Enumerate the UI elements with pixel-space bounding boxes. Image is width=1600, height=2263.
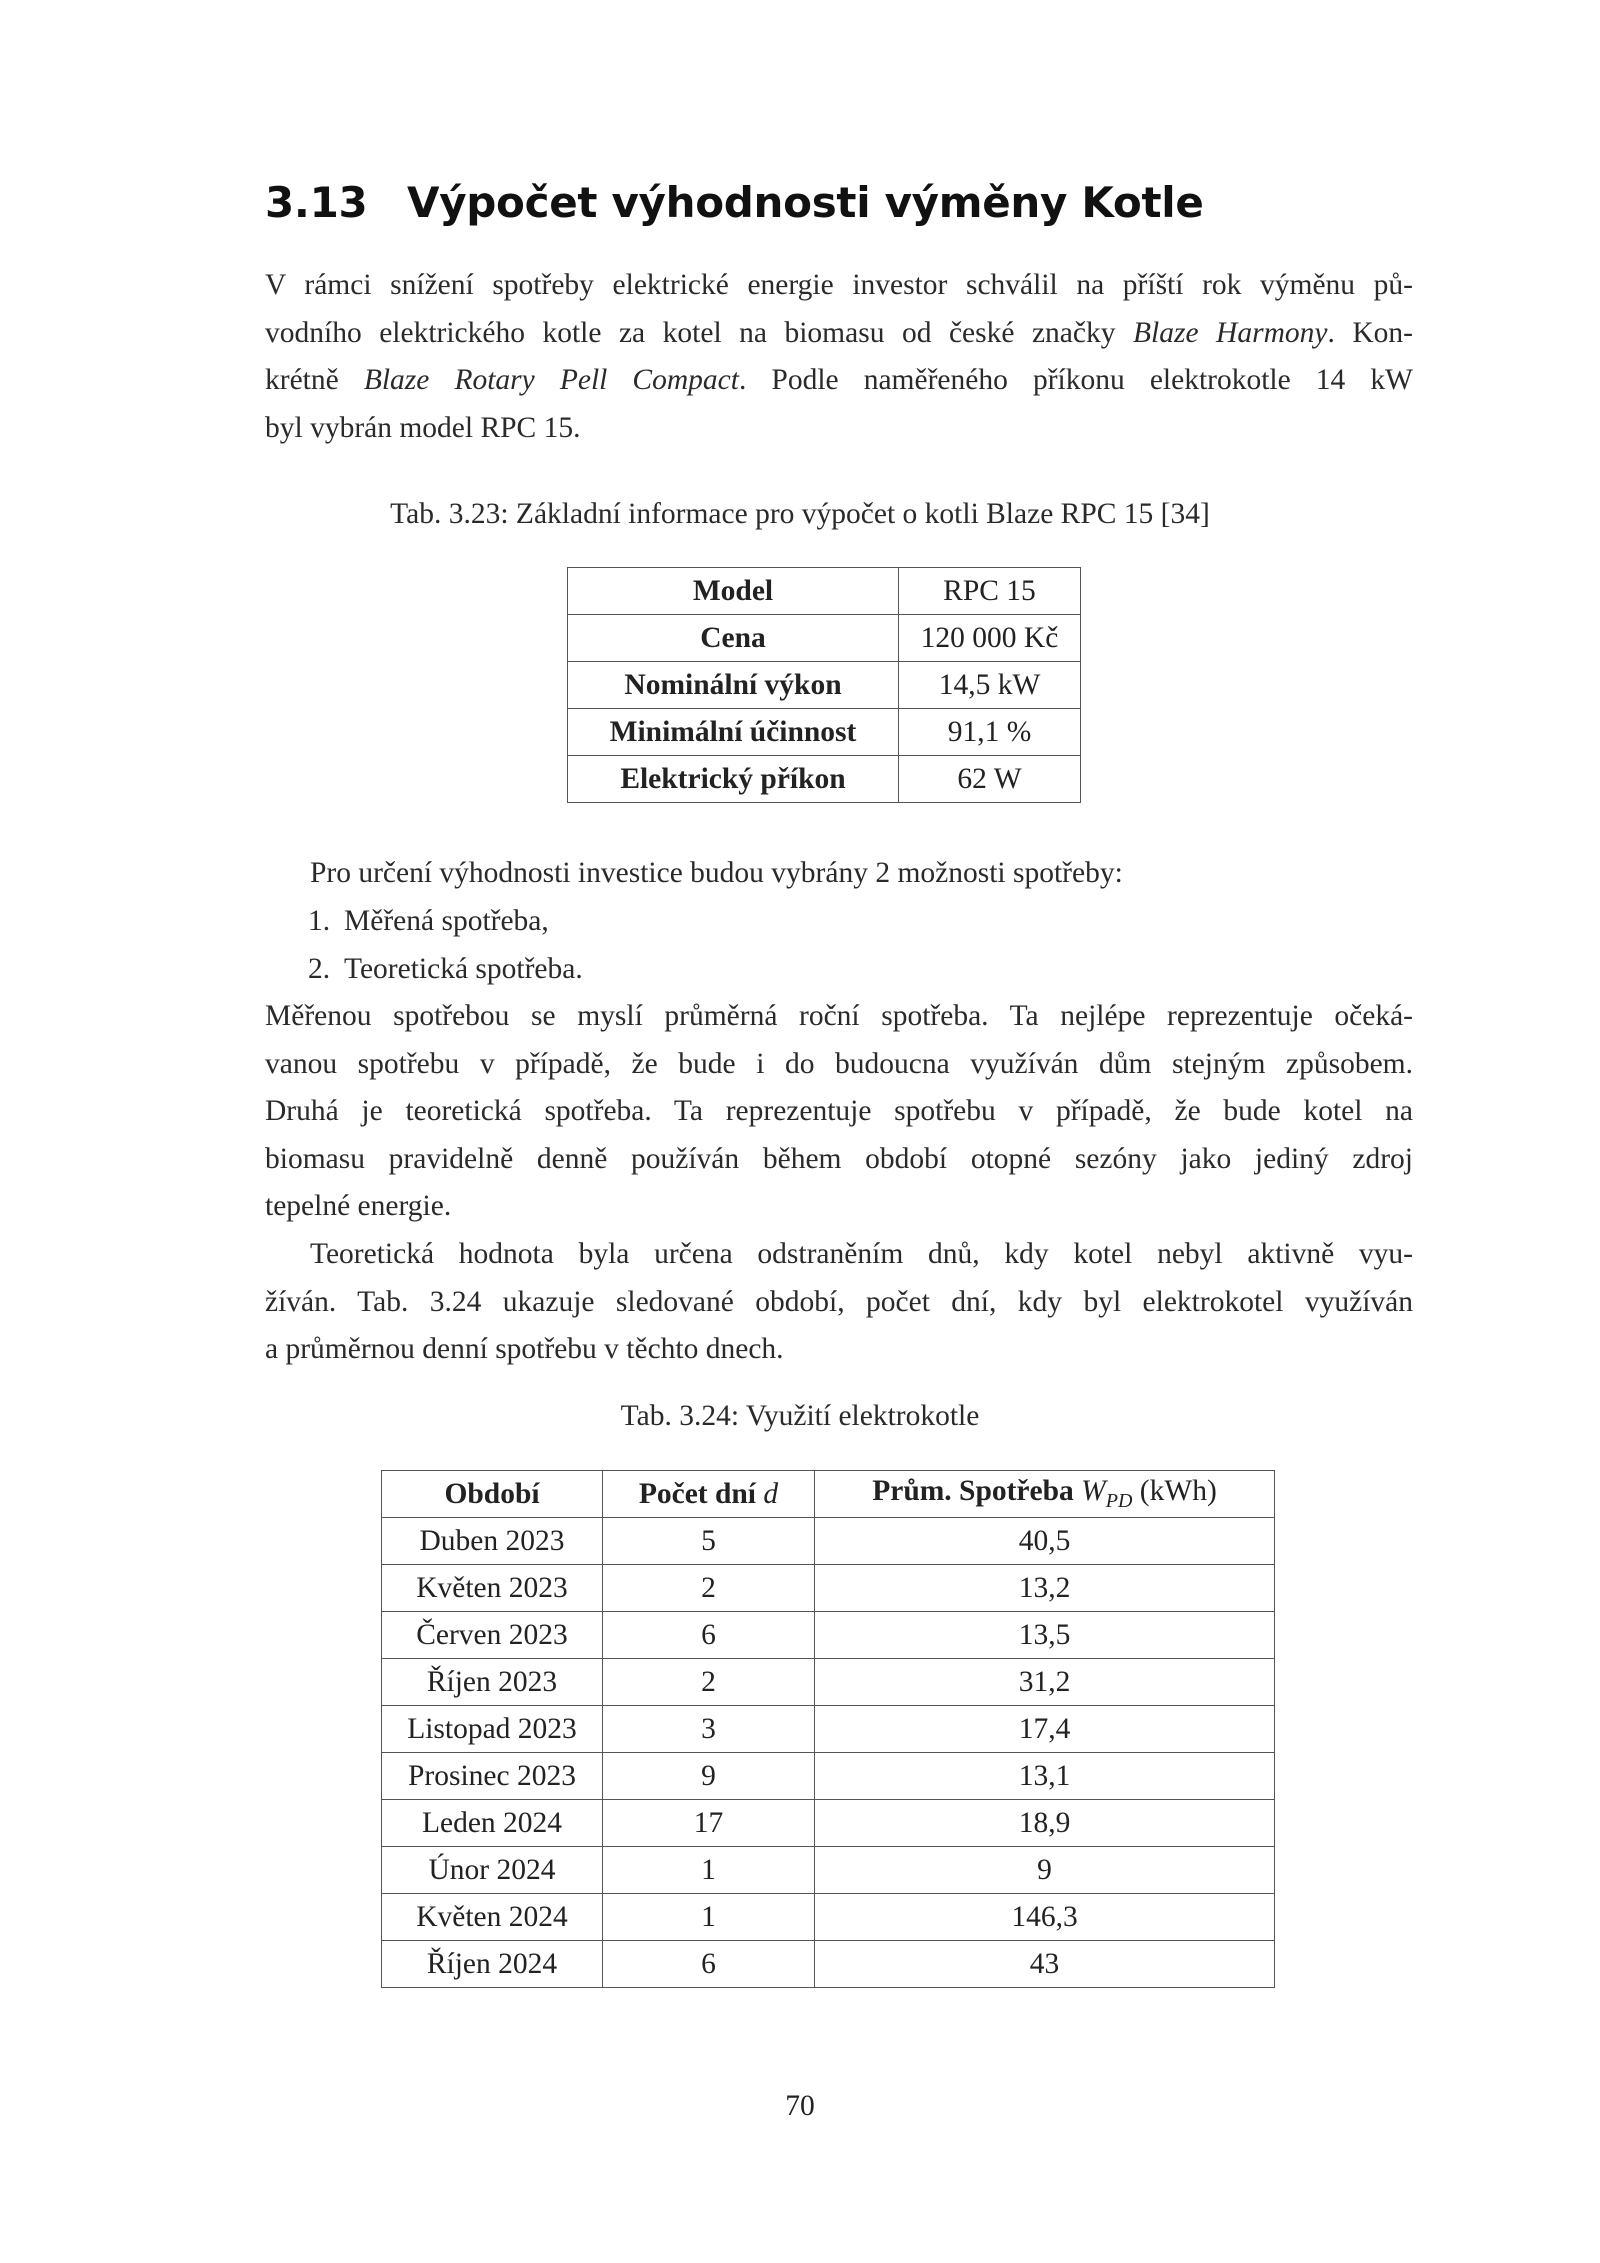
table-row [568, 662, 1081, 709]
table-cell-value: 14,5 kW [899, 662, 1081, 709]
table-row: Říjen 2023 2 31,2 [382, 1659, 1275, 1706]
table-cell-value: 91,1 % [899, 709, 1081, 756]
table-cell-value: 120 000 Kč [899, 615, 1081, 662]
section-title: Výpočet výhodnosti výměny Kotle [407, 178, 1204, 227]
boiler-info-table [567, 567, 1081, 803]
table-row: Červen 2023 6 13,5 [382, 1612, 1275, 1659]
brand-name: Blaze Harmony [1133, 316, 1328, 349]
options-list [308, 898, 583, 993]
table-cell-label: Elektrický příkon [568, 756, 899, 803]
paragraph-line: a průměrnou denní spotřebu v těchto dnech. [265, 1333, 784, 1365]
table-cell-value: 62 W [899, 756, 1081, 803]
table2-caption: Tab. 3.24: Využití elektrokotle [620, 1400, 980, 1432]
table-cell-label: Model [568, 568, 899, 615]
table-row [568, 615, 1081, 662]
list-item: 2. Teoretická spotřeba. [308, 952, 583, 985]
table-row: Duben 2023 5 40,5 [382, 1518, 1275, 1565]
section-heading [265, 178, 1204, 227]
column-header-period: Období [382, 1471, 603, 1518]
table-row: Prosinec 2023 9 13,1 [382, 1753, 1275, 1800]
boiler-usage-table [381, 1470, 1275, 1988]
paragraph-line: krétně Blaze Rotary Pell Compact. Podle naměřeného příkonu elektrokotle 14 kW [265, 364, 1413, 396]
paragraph-line: žíván. Tab. 3.24 ukazuje sledované období, počet dní, kdy byl elektrokotel využíván [265, 1285, 1413, 1318]
explanation-paragraph [265, 993, 1413, 1231]
product-name: Blaze Rotary Pell Compact [363, 364, 739, 396]
column-header-consumption: Prům. Spotřeba $W_{PD}$ (kWh) [815, 1471, 1275, 1518]
page-number: 70 [785, 2090, 815, 2122]
intro-paragraph [265, 262, 1413, 452]
paragraph-line: Měřenou spotřebou se myslí průměrná roční spotřeba. Ta nejlépe reprezentuje očeká- [265, 1000, 1413, 1032]
paragraph-line: tepelné energie. [265, 1190, 452, 1222]
table-cell-label: Cena [568, 615, 899, 662]
paragraph-line: vanou spotřebu v případě, že bude i do budoucna využíván dům stejným způsobem. [265, 1047, 1413, 1080]
table-row: Květen 2024 1 146,3 [382, 1894, 1275, 1941]
options-intro: Pro určení výhodnosti investice budou vybrány 2 možnosti spotřeby: [310, 857, 1123, 889]
paragraph-line: biomasu pravidelně denně používán během období otopné sezóny jako jediný zdroj [265, 1142, 1413, 1175]
list-item: 1. Měřená spotřeba, [308, 905, 549, 937]
table-row: Květen 2023 2 13,2 [382, 1565, 1275, 1612]
section-number: 3.13 [265, 178, 368, 227]
paragraph-line: Teoretická hodnota byla určena odstraněním dnů, kdy kotel nebyl aktivně vyu- [310, 1238, 1413, 1270]
paragraph-line: Druhá je teoretická spotřeba. Ta reprezentuje spotřebu v případě, že bude kotel na [265, 1095, 1413, 1127]
table-row: Říjen 2024 6 43 [382, 1941, 1275, 1988]
table-row [568, 756, 1081, 803]
table-row: Listopad 2023 3 17,4 [382, 1706, 1275, 1753]
table1-caption: Tab. 3.23: Základní informace pro výpočet o kotli Blaze RPC 15 [34] [390, 498, 1210, 530]
table-row: Únor 2024 1 9 [382, 1847, 1275, 1894]
paragraph-line: V rámci snížení spotřeby elektrické energie investor schválil na příští rok výměnu pů- [265, 269, 1413, 301]
theory-paragraph [265, 1231, 1413, 1374]
table-row: Leden 2024 17 18,9 [382, 1800, 1275, 1847]
table-row [568, 709, 1081, 756]
paragraph-line: byl vybrán model RPC 15. [265, 411, 581, 444]
table-cell-label: Nominální výkon [568, 662, 899, 709]
table-header-row [382, 1471, 1275, 1518]
paragraph-line: vodního elektrického kotle za kotel na biomasu od české značky Blaze Harmony. Kon- [265, 316, 1413, 349]
table-cell-label: Minimální účinnost [568, 709, 899, 756]
table-cell-value: RPC 15 [899, 568, 1081, 615]
table-row [568, 568, 1081, 615]
column-header-days: Počet dní d [603, 1471, 815, 1518]
